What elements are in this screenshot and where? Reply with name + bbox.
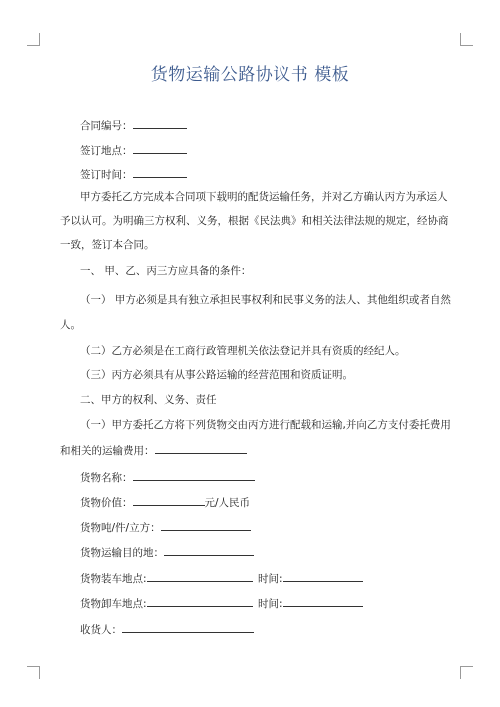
contract-number-label: 合同编号： xyxy=(80,120,133,132)
loading-time-blank[interactable] xyxy=(283,570,363,582)
contract-number-line xyxy=(80,117,187,133)
crop-mark-top-left xyxy=(27,33,40,46)
crop-mark-bottom-right xyxy=(460,666,473,679)
unloading-time-label: 时间: xyxy=(258,598,283,610)
intro-line-3: 一致，签订本合同。 xyxy=(60,239,155,251)
goods-value-blank[interactable] xyxy=(133,494,205,506)
signing-time-blank[interactable] xyxy=(133,166,187,178)
signing-place-line xyxy=(80,142,187,158)
goods-name-blank[interactable] xyxy=(133,469,255,481)
transport-fee-blank[interactable] xyxy=(155,442,247,454)
signing-place-label: 签订地点： xyxy=(80,145,133,157)
goods-name-label: 货物名称： xyxy=(80,472,133,484)
goods-weight-label: 货物吨/件/立方： xyxy=(80,522,161,534)
contract-number-blank[interactable] xyxy=(133,117,187,129)
crop-mark-top-right xyxy=(460,33,473,46)
item-2-1-line-2-text: 和相关的运输费用： xyxy=(60,445,155,457)
loading-place-label: 货物装车地点: xyxy=(80,573,147,585)
section-1-heading: 一、 甲、乙、丙三方应具备的条件： xyxy=(80,265,252,277)
section-2-heading: 二、甲方的权利、义务、责任 xyxy=(80,394,217,406)
loading-place-line xyxy=(80,570,253,586)
item-1-1-line-1: （一） 甲方必须是具有独立承担民事权利和民事义务的法人、其他组织或者自然 xyxy=(80,294,451,306)
item-2-1-line-1: （一）甲方委托乙方将下列货物交由丙方进行配载和运输,并向乙方支付委托费用 xyxy=(80,419,451,431)
goods-value-unit: 元/人民币 xyxy=(204,497,251,509)
signing-time-label: 签订时间： xyxy=(80,169,133,181)
goods-weight-blank[interactable] xyxy=(161,519,251,531)
document-title: 货物运输公路协议书 模板 xyxy=(150,65,350,85)
consignee-label: 收货人： xyxy=(80,624,122,636)
goods-value-line xyxy=(80,494,250,510)
signing-place-blank[interactable] xyxy=(133,142,187,154)
goods-weight-line xyxy=(80,519,251,535)
loading-time-line xyxy=(258,570,363,586)
consignee-blank[interactable] xyxy=(122,621,254,633)
loading-time-label: 时间: xyxy=(258,573,283,585)
signing-time-line xyxy=(80,166,187,182)
unloading-place-blank[interactable] xyxy=(147,595,253,607)
loading-place-blank[interactable] xyxy=(147,570,253,582)
goods-destination-label: 货物运输目的地： xyxy=(80,547,164,559)
item-1-1-line-2: 人。 xyxy=(60,319,81,331)
crop-mark-bottom-left xyxy=(27,666,40,679)
goods-destination-line xyxy=(80,544,254,560)
item-1-3: （三）丙方必须具有从事公路运输的经营范围和资质证明。 xyxy=(80,369,353,381)
unloading-place-line xyxy=(80,595,253,611)
item-1-2: （二）乙方必须是在工商行政管理机关依法登记并具有资质的经纪人。 xyxy=(80,345,406,357)
unloading-time-line xyxy=(258,595,363,611)
goods-value-label: 货物价值： xyxy=(80,497,133,509)
unloading-place-label: 货物卸车地点: xyxy=(80,598,147,610)
consignee-line xyxy=(80,621,254,637)
goods-name-line xyxy=(80,469,255,485)
item-2-1-line-2 xyxy=(60,442,247,458)
goods-destination-blank[interactable] xyxy=(164,544,254,556)
unloading-time-blank[interactable] xyxy=(283,595,363,607)
intro-line-1: 甲方委托乙方完成本合同项下载明的配货运输任务，并对乙方确认丙方为承运人 xyxy=(80,191,448,203)
intro-line-2: 予以认可。为明确三方权利、义务，根据《民法典》和相关法律法规的规定，经协商 xyxy=(60,215,449,227)
